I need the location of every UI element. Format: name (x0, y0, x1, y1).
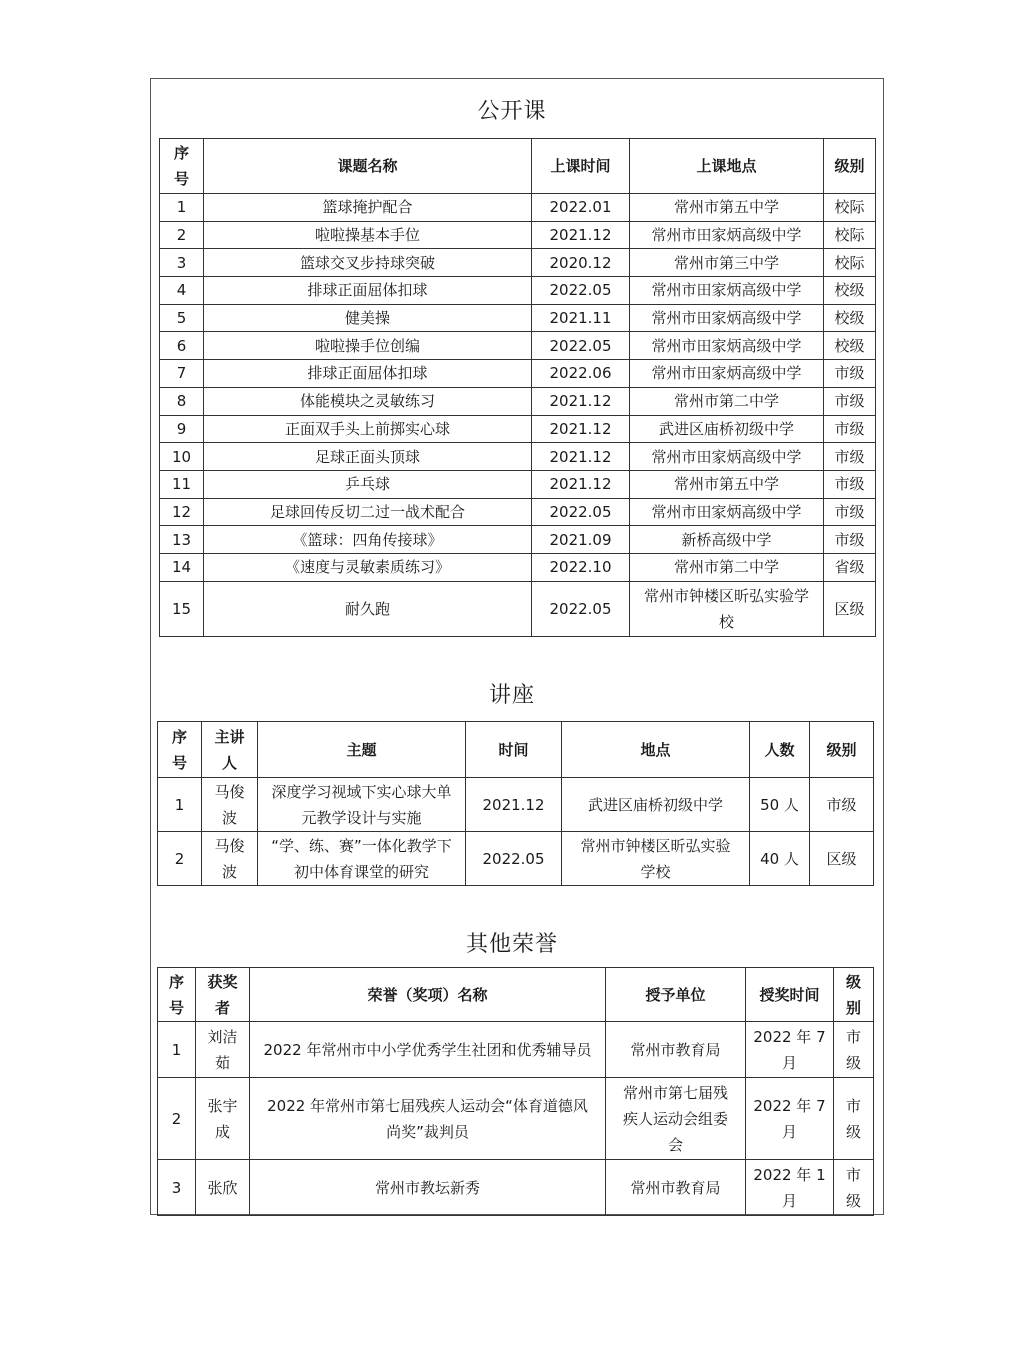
row-no: 1 (160, 194, 204, 222)
table-row (158, 778, 874, 832)
header-no: 序号 (160, 139, 204, 194)
row-topic: 体能模块之灵敏练习 (204, 387, 532, 415)
row-level: 市级 (834, 1160, 874, 1216)
header-place: 地点 (562, 722, 750, 778)
row-name: 2022 年常州市第七届残疾人运动会“体育道德风尚奖”裁判员 (250, 1078, 606, 1160)
row-time: 2021.12 (532, 470, 630, 498)
row-time: 2022.05 (532, 277, 630, 305)
row-time: 2022.10 (532, 553, 630, 581)
header-no: 序号 (158, 968, 196, 1022)
table-row (160, 498, 876, 526)
row-name: 2022 年常州市中小学优秀学生社团和优秀辅导员 (250, 1022, 606, 1078)
row-winner: 张宇成 (196, 1078, 250, 1160)
table-row (160, 581, 876, 636)
header-count: 人数 (750, 722, 810, 778)
row-place: 常州市钟楼区昕弘实验学校 (630, 581, 824, 636)
header-name: 荣誉（奖项）名称 (250, 968, 606, 1022)
table-row (158, 832, 874, 886)
row-no: 2 (158, 832, 202, 886)
row-level: 市级 (824, 470, 876, 498)
row-place: 常州市田家炳高级中学 (630, 332, 824, 360)
header-level: 级别 (834, 968, 874, 1022)
row-count: 40 人 (750, 832, 810, 886)
open-class-table (159, 138, 876, 637)
row-place: 武进区庙桥初级中学 (562, 778, 750, 832)
row-time: 2021.12 (532, 443, 630, 471)
row-topic: 《速度与灵敏素质练习》 (204, 553, 532, 581)
row-level: 校级 (824, 304, 876, 332)
honors-table (157, 967, 874, 1216)
row-no: 10 (160, 443, 204, 471)
lecture-title: 讲座 (488, 683, 535, 708)
header-speaker: 主讲人 (202, 722, 258, 778)
row-name: 常州市教坛新秀 (250, 1160, 606, 1216)
row-topic: 足球回传反切二过一战术配合 (204, 498, 532, 526)
table-row (160, 415, 876, 443)
row-topic: 《篮球：四角传接球》 (204, 526, 532, 554)
row-unit: 常州市教育局 (606, 1160, 746, 1216)
header-no: 序号 (158, 722, 202, 778)
row-level: 校际 (824, 194, 876, 222)
row-time: 2021.12 (532, 221, 630, 249)
row-topic: 正面双手头上前掷实心球 (204, 415, 532, 443)
row-no: 13 (160, 526, 204, 554)
row-unit: 常州市第七届残疾人运动会组委会 (606, 1078, 746, 1160)
row-level: 市级 (824, 387, 876, 415)
row-no: 3 (158, 1160, 196, 1216)
row-time: 2021.09 (532, 526, 630, 554)
row-time: 2021.11 (532, 304, 630, 332)
row-level: 市级 (824, 443, 876, 471)
lecture-header-row (158, 722, 874, 778)
lecture-table (157, 721, 874, 886)
table-row (160, 470, 876, 498)
row-time: 2022.05 (466, 832, 562, 886)
row-place: 常州市第五中学 (630, 194, 824, 222)
header-topic: 课题名称 (204, 139, 532, 194)
row-unit: 常州市教育局 (606, 1022, 746, 1078)
row-no: 2 (160, 221, 204, 249)
row-place: 常州市田家炳高级中学 (630, 360, 824, 388)
table-row (160, 249, 876, 277)
row-time: 2022 年 1 月 (746, 1160, 834, 1216)
row-no: 7 (160, 360, 204, 388)
row-no: 9 (160, 415, 204, 443)
header-time: 时间 (466, 722, 562, 778)
table-row (160, 443, 876, 471)
row-topic: 啦啦操手位创编 (204, 332, 532, 360)
row-topic: 啦啦操基本手位 (204, 221, 532, 249)
row-no: 8 (160, 387, 204, 415)
honors-header-row (158, 968, 874, 1022)
row-topic: 篮球掩护配合 (204, 194, 532, 222)
header-winner: 获奖者 (196, 968, 250, 1022)
row-count: 50 人 (750, 778, 810, 832)
row-no: 1 (158, 1022, 196, 1078)
row-no: 1 (158, 778, 202, 832)
table-row (160, 194, 876, 222)
row-theme: 深度学习视域下实心球大单元教学设计与实施 (258, 778, 466, 832)
header-level: 级别 (824, 139, 876, 194)
row-topic: 足球正面头顶球 (204, 443, 532, 471)
row-no: 3 (160, 249, 204, 277)
row-level: 市级 (834, 1022, 874, 1078)
row-topic: 耐久跑 (204, 581, 532, 636)
table-row (160, 221, 876, 249)
open-class-header-row (160, 139, 876, 194)
row-winner: 张欣 (196, 1160, 250, 1216)
row-no: 5 (160, 304, 204, 332)
row-no: 2 (158, 1078, 196, 1160)
header-unit: 授予单位 (606, 968, 746, 1022)
row-time: 2022.01 (532, 194, 630, 222)
row-level: 区级 (810, 832, 874, 886)
row-time: 2022 年 7 月 (746, 1022, 834, 1078)
table-row (160, 304, 876, 332)
row-level: 校级 (824, 277, 876, 305)
table-row (160, 387, 876, 415)
row-level: 校际 (824, 221, 876, 249)
header-time: 授奖时间 (746, 968, 834, 1022)
row-place: 常州市第五中学 (630, 470, 824, 498)
row-place: 常州市田家炳高级中学 (630, 304, 824, 332)
table-row (160, 360, 876, 388)
open-class-title: 公开课 (477, 99, 547, 124)
row-level: 市级 (824, 498, 876, 526)
row-topic: 排球正面屈体扣球 (204, 360, 532, 388)
header-theme: 主题 (258, 722, 466, 778)
row-no: 15 (160, 581, 204, 636)
row-topic: 篮球交叉步持球突破 (204, 249, 532, 277)
row-time: 2021.12 (532, 415, 630, 443)
row-speaker: 马俊波 (202, 832, 258, 886)
row-level: 市级 (810, 778, 874, 832)
row-level: 市级 (824, 360, 876, 388)
row-time: 2022.05 (532, 498, 630, 526)
row-theme: “学、练、赛”一体化教学下初中体育课堂的研究 (258, 832, 466, 886)
row-place: 常州市第二中学 (630, 553, 824, 581)
row-place: 常州市田家炳高级中学 (630, 498, 824, 526)
row-time: 2022.05 (532, 332, 630, 360)
row-level: 市级 (824, 526, 876, 554)
row-no: 12 (160, 498, 204, 526)
row-time: 2020.12 (532, 249, 630, 277)
row-time: 2021.12 (532, 387, 630, 415)
header-level: 级别 (810, 722, 874, 778)
row-topic: 健美操 (204, 304, 532, 332)
row-time: 2022.05 (532, 581, 630, 636)
row-time: 2021.12 (466, 778, 562, 832)
row-level: 校际 (824, 249, 876, 277)
row-no: 6 (160, 332, 204, 360)
honors-title: 其他荣誉 (465, 932, 558, 957)
table-row (160, 332, 876, 360)
row-place: 常州市田家炳高级中学 (630, 277, 824, 305)
row-place: 常州市第二中学 (630, 387, 824, 415)
row-level: 区级 (824, 581, 876, 636)
header-place: 上课地点 (630, 139, 824, 194)
row-speaker: 马俊波 (202, 778, 258, 832)
table-row (158, 1022, 874, 1078)
table-row (160, 526, 876, 554)
row-level: 市级 (834, 1078, 874, 1160)
row-place: 常州市田家炳高级中学 (630, 221, 824, 249)
table-row (158, 1078, 874, 1160)
header-time: 上课时间 (532, 139, 630, 194)
row-place: 常州市钟楼区昕弘实验学校 (562, 832, 750, 886)
row-time: 2022.06 (532, 360, 630, 388)
row-level: 校级 (824, 332, 876, 360)
row-winner: 刘洁茹 (196, 1022, 250, 1078)
row-level: 市级 (824, 415, 876, 443)
row-place: 常州市第三中学 (630, 249, 824, 277)
row-topic: 乒乓球 (204, 470, 532, 498)
table-row (160, 277, 876, 305)
row-no: 11 (160, 470, 204, 498)
table-row (158, 1160, 874, 1216)
row-topic: 排球正面屈体扣球 (204, 277, 532, 305)
row-place: 武进区庙桥初级中学 (630, 415, 824, 443)
row-time: 2022 年 7 月 (746, 1078, 834, 1160)
table-row (160, 553, 876, 581)
row-no: 4 (160, 277, 204, 305)
row-place: 新桥高级中学 (630, 526, 824, 554)
row-level: 省级 (824, 553, 876, 581)
row-no: 14 (160, 553, 204, 581)
row-place: 常州市田家炳高级中学 (630, 443, 824, 471)
